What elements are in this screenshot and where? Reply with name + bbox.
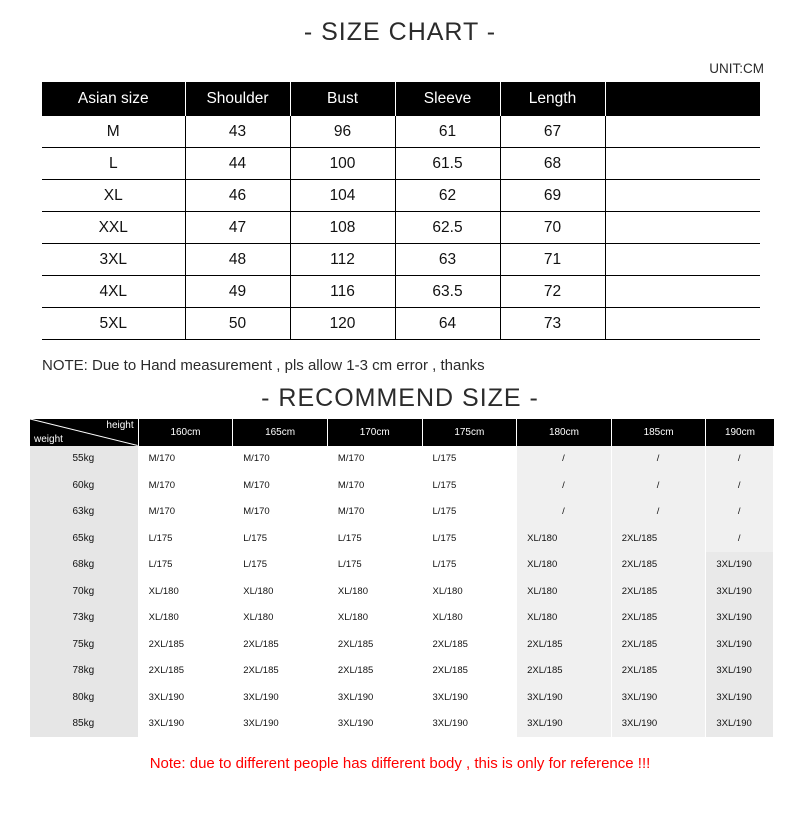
cell-recommend: 3XL/190 bbox=[138, 684, 233, 711]
cell-sleeve: 61.5 bbox=[395, 148, 500, 180]
cell-recommend: / bbox=[706, 472, 774, 499]
cell-recommend: 3XL/190 bbox=[706, 658, 774, 685]
cell-recommend: 2XL/185 bbox=[138, 658, 233, 685]
cell-length: 67 bbox=[500, 116, 605, 148]
cell-recommend: 2XL/185 bbox=[327, 631, 422, 658]
cell-recommend: L/175 bbox=[138, 552, 233, 579]
cell-recommend: 2XL/185 bbox=[422, 658, 517, 685]
table-row bbox=[42, 148, 760, 180]
cell-bust: 108 bbox=[290, 212, 395, 244]
cell-recommend: 2XL/185 bbox=[611, 631, 706, 658]
column-header-sleeve: Sleeve bbox=[395, 82, 500, 116]
reference-warning-note: Note: due to different people has different body , this is only for reference !!! bbox=[149, 755, 651, 772]
cell-recommend: 3XL/190 bbox=[517, 684, 612, 711]
cell-sleeve: 63.5 bbox=[395, 276, 500, 308]
row-header-weight: 65kg bbox=[30, 525, 138, 552]
cell-recommend: 3XL/190 bbox=[611, 711, 706, 738]
cell-recommend: / bbox=[611, 446, 706, 473]
column-header-height-175: 175cm bbox=[422, 419, 517, 446]
row-header-weight: 60kg bbox=[30, 472, 138, 499]
cell-size: XXL bbox=[42, 212, 185, 244]
row-header-weight: 78kg bbox=[30, 658, 138, 685]
size-chart-table bbox=[42, 82, 760, 340]
cell-recommend: XL/180 bbox=[327, 605, 422, 632]
table-row bbox=[30, 711, 774, 738]
cell-shoulder: 48 bbox=[185, 244, 290, 276]
cell-recommend: 3XL/190 bbox=[422, 684, 517, 711]
recommend-title: - RECOMMEND SIZE - bbox=[261, 384, 539, 412]
cell-sleeve: 61 bbox=[395, 116, 500, 148]
row-header-weight: 80kg bbox=[30, 684, 138, 711]
cell-recommend: L/175 bbox=[422, 446, 517, 473]
cell-recommend: 2XL/185 bbox=[138, 631, 233, 658]
cell-bust: 120 bbox=[290, 308, 395, 340]
cell-recommend: 3XL/190 bbox=[706, 552, 774, 579]
row-header-weight: 73kg bbox=[30, 605, 138, 632]
cell-size: 4XL bbox=[42, 276, 185, 308]
cell-shoulder: 43 bbox=[185, 116, 290, 148]
cell-size: 3XL bbox=[42, 244, 185, 276]
cell-recommend: / bbox=[706, 499, 774, 526]
cell-recommend: L/175 bbox=[233, 552, 328, 579]
cell-recommend: 3XL/190 bbox=[706, 684, 774, 711]
cell-recommend: 3XL/190 bbox=[327, 711, 422, 738]
size-chart-container bbox=[0, 82, 800, 340]
cell-recommend: L/175 bbox=[422, 472, 517, 499]
cell-recommend: M/170 bbox=[233, 472, 328, 499]
cell-recommend: 3XL/190 bbox=[517, 711, 612, 738]
cell-recommend: M/170 bbox=[327, 472, 422, 499]
column-header-height-190: 190cm bbox=[706, 419, 774, 446]
cell-recommend: XL/180 bbox=[517, 605, 612, 632]
cell-sleeve: 63 bbox=[395, 244, 500, 276]
cell-recommend: M/170 bbox=[233, 446, 328, 473]
size-chart-page bbox=[0, 18, 800, 818]
cell-recommend: 2XL/185 bbox=[517, 631, 612, 658]
cell-shoulder: 46 bbox=[185, 180, 290, 212]
cell-recommend: / bbox=[517, 499, 612, 526]
cell-recommend: XL/180 bbox=[422, 578, 517, 605]
column-header-height-170: 170cm bbox=[327, 419, 422, 446]
cell-bust: 112 bbox=[290, 244, 395, 276]
cell-blank bbox=[605, 212, 760, 244]
cell-recommend: M/170 bbox=[138, 472, 233, 499]
row-header-weight: 85kg bbox=[30, 711, 138, 738]
cell-recommend: L/175 bbox=[233, 525, 328, 552]
table-row bbox=[30, 499, 774, 526]
cell-recommend: M/170 bbox=[327, 499, 422, 526]
cell-recommend: XL/180 bbox=[517, 525, 612, 552]
cell-recommend: 2XL/185 bbox=[422, 631, 517, 658]
table-row bbox=[42, 180, 760, 212]
cell-recommend: L/175 bbox=[327, 525, 422, 552]
cell-recommend: / bbox=[611, 499, 706, 526]
cell-recommend: L/175 bbox=[138, 525, 233, 552]
cell-bust: 100 bbox=[290, 148, 395, 180]
cell-recommend: 3XL/190 bbox=[327, 684, 422, 711]
cell-recommend: XL/180 bbox=[233, 605, 328, 632]
page-title: - SIZE CHART - bbox=[303, 18, 497, 46]
cell-recommend: L/175 bbox=[422, 525, 517, 552]
column-header-length: Length bbox=[500, 82, 605, 116]
table-row bbox=[42, 116, 760, 148]
cell-sleeve: 62.5 bbox=[395, 212, 500, 244]
recommend-header-row bbox=[30, 419, 774, 446]
cell-sleeve: 62 bbox=[395, 180, 500, 212]
column-header-blank bbox=[605, 82, 760, 116]
cell-recommend: 3XL/190 bbox=[706, 578, 774, 605]
cell-recommend: M/170 bbox=[327, 446, 422, 473]
cell-recommend: 2XL/185 bbox=[611, 658, 706, 685]
cell-recommend: 2XL/185 bbox=[327, 658, 422, 685]
table-row bbox=[30, 578, 774, 605]
weight-axis-label: weight bbox=[34, 433, 63, 445]
cell-bust: 116 bbox=[290, 276, 395, 308]
table-row bbox=[42, 276, 760, 308]
cell-length: 73 bbox=[500, 308, 605, 340]
cell-bust: 96 bbox=[290, 116, 395, 148]
cell-recommend: XL/180 bbox=[517, 578, 612, 605]
height-axis-label: height bbox=[106, 420, 134, 431]
cell-recommend: 3XL/190 bbox=[611, 684, 706, 711]
table-row bbox=[30, 552, 774, 579]
cell-recommend: L/175 bbox=[422, 552, 517, 579]
size-chart-header-row bbox=[42, 82, 760, 116]
cell-shoulder: 47 bbox=[185, 212, 290, 244]
cell-length: 71 bbox=[500, 244, 605, 276]
measurement-note: NOTE: Due to Hand measurement , pls allow 1-3 cm error , thanks bbox=[42, 357, 485, 374]
table-row bbox=[30, 684, 774, 711]
cell-length: 69 bbox=[500, 180, 605, 212]
cell-recommend: 2XL/185 bbox=[611, 605, 706, 632]
cell-recommend: 3XL/190 bbox=[422, 711, 517, 738]
cell-recommend: 3XL/190 bbox=[233, 711, 328, 738]
cell-recommend: 3XL/190 bbox=[233, 684, 328, 711]
cell-recommend: / bbox=[611, 472, 706, 499]
cell-recommend: M/170 bbox=[138, 446, 233, 473]
cell-length: 68 bbox=[500, 148, 605, 180]
cell-shoulder: 50 bbox=[185, 308, 290, 340]
table-row bbox=[30, 658, 774, 685]
cell-recommend: M/170 bbox=[233, 499, 328, 526]
cell-recommend: 2XL/185 bbox=[233, 631, 328, 658]
cell-blank bbox=[605, 308, 760, 340]
cell-bust: 104 bbox=[290, 180, 395, 212]
cell-recommend: 2XL/185 bbox=[611, 578, 706, 605]
cell-recommend: XL/180 bbox=[138, 578, 233, 605]
cell-size: XL bbox=[42, 180, 185, 212]
cell-length: 70 bbox=[500, 212, 605, 244]
cell-blank bbox=[605, 276, 760, 308]
cell-shoulder: 44 bbox=[185, 148, 290, 180]
cell-sleeve: 64 bbox=[395, 308, 500, 340]
cell-length: 72 bbox=[500, 276, 605, 308]
cell-recommend: 3XL/190 bbox=[706, 605, 774, 632]
cell-shoulder: 49 bbox=[185, 276, 290, 308]
cell-recommend: XL/180 bbox=[327, 578, 422, 605]
cell-recommend: 2XL/185 bbox=[517, 658, 612, 685]
cell-recommend: 2XL/185 bbox=[611, 552, 706, 579]
cell-recommend: XL/180 bbox=[517, 552, 612, 579]
table-row bbox=[42, 212, 760, 244]
table-row bbox=[30, 472, 774, 499]
table-row bbox=[30, 631, 774, 658]
column-header-bust: Bust bbox=[290, 82, 395, 116]
row-header-weight: 63kg bbox=[30, 499, 138, 526]
column-header-asian-size: Asian size bbox=[42, 82, 185, 116]
recommend-size-table bbox=[30, 419, 774, 737]
cell-recommend: / bbox=[706, 525, 774, 552]
cell-blank bbox=[605, 116, 760, 148]
row-header-weight: 68kg bbox=[30, 552, 138, 579]
cell-recommend: L/175 bbox=[327, 552, 422, 579]
cell-recommend: 3XL/190 bbox=[706, 631, 774, 658]
cell-recommend: XL/180 bbox=[138, 605, 233, 632]
row-header-weight: 75kg bbox=[30, 631, 138, 658]
column-header-height-180: 180cm bbox=[517, 419, 612, 446]
table-row bbox=[42, 308, 760, 340]
table-row bbox=[42, 244, 760, 276]
cell-recommend: 2XL/185 bbox=[233, 658, 328, 685]
column-header-height-185: 185cm bbox=[611, 419, 706, 446]
cell-recommend: XL/180 bbox=[422, 605, 517, 632]
axis-corner-cell bbox=[30, 419, 138, 446]
cell-recommend: 3XL/190 bbox=[706, 711, 774, 738]
row-header-weight: 70kg bbox=[30, 578, 138, 605]
unit-label: UNIT:CM bbox=[709, 61, 764, 76]
cell-blank bbox=[605, 244, 760, 276]
cell-recommend: / bbox=[706, 446, 774, 473]
cell-size: M bbox=[42, 116, 185, 148]
column-header-height-160: 160cm bbox=[138, 419, 233, 446]
cell-recommend: 2XL/185 bbox=[611, 525, 706, 552]
cell-recommend: / bbox=[517, 472, 612, 499]
column-header-height-165: 165cm bbox=[233, 419, 328, 446]
column-header-shoulder: Shoulder bbox=[185, 82, 290, 116]
cell-blank bbox=[605, 148, 760, 180]
cell-size: 5XL bbox=[42, 308, 185, 340]
table-row bbox=[30, 525, 774, 552]
cell-recommend: XL/180 bbox=[233, 578, 328, 605]
table-row bbox=[30, 605, 774, 632]
cell-recommend: 3XL/190 bbox=[138, 711, 233, 738]
cell-blank bbox=[605, 180, 760, 212]
cell-recommend: / bbox=[517, 446, 612, 473]
row-header-weight: 55kg bbox=[30, 446, 138, 473]
recommend-table-container bbox=[0, 419, 800, 737]
cell-recommend: L/175 bbox=[422, 499, 517, 526]
cell-recommend: M/170 bbox=[138, 499, 233, 526]
cell-size: L bbox=[42, 148, 185, 180]
table-row bbox=[30, 446, 774, 473]
